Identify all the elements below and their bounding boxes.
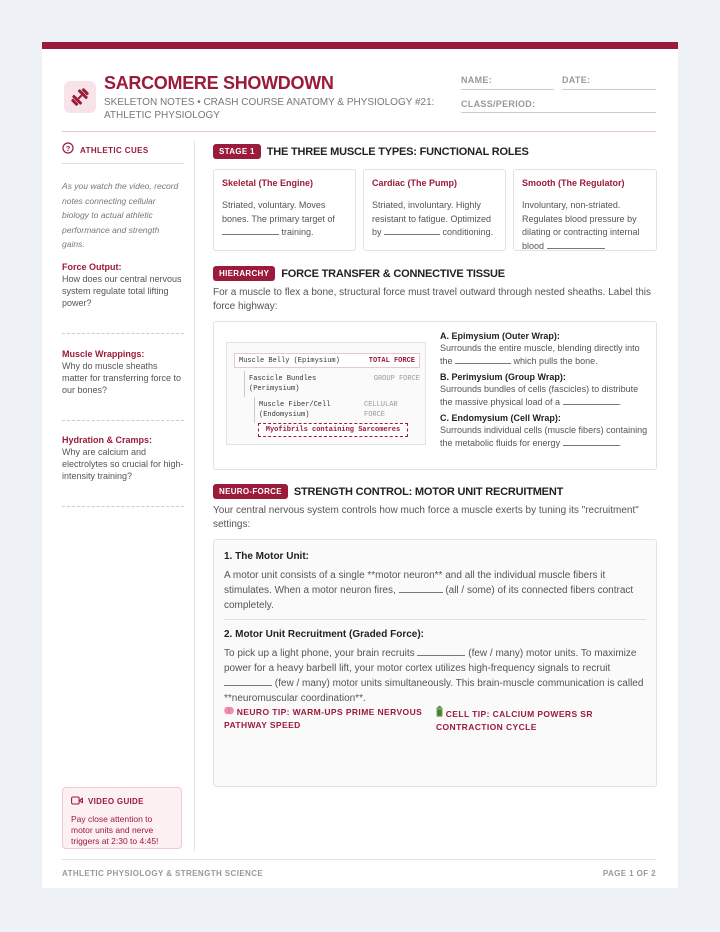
sidebar: [62, 141, 184, 164]
layer-tag: CELLULAR: [364, 401, 398, 409]
recruitment-text: To pick up a light phone, your brain recruits (few / many) motor units. To maximize power for a heavy barbell lift, your motor cortex utilizes high-frequency signals to recruit (few / many) motor units simultaneously. This brain-muscle communication is called **neuromuscular coordination**.: [224, 648, 644, 704]
brain-icon: [224, 707, 234, 717]
section-intro: For a muscle to flex a bone, structural force must travel outward through nested sheaths. Label this force highway:: [213, 287, 652, 312]
cue-divider: [62, 420, 184, 421]
definition-text: Surrounds individual cells (muscle fibers) containing the metabolic fluids for energy .: [440, 425, 648, 448]
definition-title: A. Epimysium (Outer Wrap):: [440, 331, 560, 341]
card-text: Striated, voluntary. Moves bones. The primary target of training.: [222, 200, 335, 237]
stage1-badge: STAGE 1: [213, 144, 261, 159]
name-field[interactable]: [461, 89, 554, 90]
layer-label: Myofibrils containing Sarcomeres: [265, 426, 401, 434]
fascicle-layer: [244, 371, 420, 397]
section-stage1-header: [213, 144, 529, 159]
fill-blank[interactable]: [563, 397, 619, 405]
nested-sheath-diagram: [226, 342, 426, 445]
video-guide-text: Pay close attention to motor units and nerve triggers at 2:30 to 4:45!: [71, 814, 159, 846]
layer-tag: FORCE: [364, 411, 386, 419]
definition-text: Surrounds bundles of cells (fascicles) to distribute the massive physical load of a .: [440, 384, 639, 407]
myofibril-layer: [258, 423, 408, 437]
class-field[interactable]: [461, 112, 656, 113]
motor-unit-title: 1. The Motor Unit:: [224, 551, 309, 562]
layer-label: (Perimysium): [249, 385, 300, 393]
column-divider: [194, 141, 195, 851]
fill-blank[interactable]: [455, 356, 511, 364]
layer-tag: TOTAL FORCE: [368, 356, 415, 365]
video-camera-icon: [71, 796, 83, 807]
name-label: NAME:: [461, 75, 492, 85]
cell-tip: CELL TIP: CALCIUM POWERS SR CONTRACTION CYCLE: [436, 706, 648, 734]
class-label: CLASS/PERIOD:: [461, 99, 536, 109]
tips-row: [224, 706, 648, 734]
section-intro: Your central nervous system controls how much force a muscle exerts by tuning its "recruitment" settings:: [213, 505, 639, 530]
layer-label: Muscle Belly (Epimysium): [239, 356, 340, 365]
definition-text: Surrounds the entire muscle, blending directly into the which pulls the bone.: [440, 343, 640, 366]
fill-blank[interactable]: [417, 648, 465, 656]
force-highway-panel: [213, 321, 657, 470]
card-text: Striated, involuntary. Highly resistant to fatigue. Optimized by conditioning.: [372, 200, 494, 237]
recruitment-title: 2. Motor Unit Recruitment (Graded Force):: [224, 629, 425, 640]
header-divider: [62, 131, 656, 132]
fill-blank[interactable]: [224, 678, 272, 686]
cue-divider: [62, 333, 184, 334]
question-circle-icon: [62, 141, 74, 159]
cue-title: Muscle Wrappings:: [62, 349, 145, 359]
section-neuro-header: [213, 484, 563, 499]
svg-text:?: ?: [65, 143, 71, 153]
dumbbell-icon: [64, 81, 96, 113]
sidebar-divider: [62, 163, 184, 164]
neuro-force-badge: NEURO-FORCE: [213, 484, 288, 499]
sidebar-intro: As you watch the video, record notes connecting cellular biology to actual athletic performance and strength gains.: [62, 181, 179, 249]
cue-divider: [62, 506, 184, 507]
cue-muscle-wrappings: [62, 348, 184, 396]
panel-divider: [224, 619, 646, 620]
card-title: Cardiac (The Pump): [372, 178, 458, 188]
fill-blank[interactable]: [563, 438, 619, 446]
card-title: Skeletal (The Engine): [222, 178, 314, 188]
section-title: STRENGTH CONTROL: MOTOR UNIT RECRUITMENT: [293, 485, 564, 498]
section-title: THE THREE MUSCLE TYPES: FUNCTIONAL ROLES: [266, 145, 529, 158]
motor-unit-panel: [213, 539, 657, 787]
page-number: PAGE 1 OF 2: [602, 869, 656, 878]
fill-blank[interactable]: [222, 227, 279, 235]
definition-title: B. Perimysium (Group Wrap):: [440, 372, 566, 382]
layer-label: Muscle Fiber/Cell: [259, 401, 331, 409]
video-guide-callout: [62, 787, 182, 849]
neuro-tip: NEURO TIP: WARM-UPS PRIME NERVOUS PATHWAY SPEED: [224, 707, 423, 730]
sidebar-heading: ATHLETIC CUES: [80, 145, 149, 155]
layer-tag: GROUP FORCE: [373, 375, 420, 383]
page-title: SARCOMERE SHOWDOWN: [104, 73, 334, 93]
muscle-belly-layer: [234, 353, 420, 368]
cue-title: Hydration & Cramps:: [62, 435, 153, 445]
fill-blank[interactable]: [384, 227, 440, 235]
layer-label: (Endomysium): [259, 411, 310, 419]
section-title: FORCE TRANSFER & CONNECTIVE TISSUE: [281, 267, 505, 280]
cue-text: How does our central nervous system regulate total lifting power?: [62, 274, 182, 308]
card-cardiac: [363, 169, 506, 251]
section-hierarchy-header: [213, 266, 505, 281]
date-field[interactable]: [562, 89, 656, 90]
footer-divider: [62, 859, 656, 860]
card-title: Smooth (The Regulator): [522, 178, 625, 188]
cue-title: Force Output:: [62, 262, 122, 272]
footer-left: ATHLETIC PHYSIOLOGY & STRENGTH SCIENCE: [62, 869, 264, 878]
cue-text: Why do muscle sheaths matter for transferring force to our bones?: [62, 361, 182, 395]
fill-blank[interactable]: [547, 241, 605, 249]
battery-icon: [436, 709, 443, 719]
motor-unit-text: A motor unit consists of a single **motor neuron** and all the individual muscle fibers it stimulates. When a motor neuron fires, (all / some) of its connected fibers contract completely.: [224, 570, 634, 611]
card-skeletal: [213, 169, 356, 251]
video-guide-title: VIDEO GUIDE: [88, 797, 144, 806]
cue-hydration: [62, 434, 184, 482]
definition-title: C. Endomysium (Cell Wrap):: [440, 413, 561, 423]
fill-blank[interactable]: [399, 585, 443, 593]
date-label: DATE:: [562, 75, 591, 85]
card-smooth: [513, 169, 657, 251]
cue-force-output: [62, 261, 184, 309]
layer-label: Fascicle Bundles: [249, 375, 317, 383]
card-text: Involuntary, non-striated. Regulates blood pressure by dilating or contracting internal blood: [522, 200, 640, 251]
hierarchy-badge: HIERARCHY: [213, 266, 275, 281]
page-subtitle: SKELETON NOTES • CRASH COURSE ANATOMY & PHYSIOLOGY #21: ATHLETIC PHYSIOLOGY: [104, 97, 435, 121]
cue-text: Why are calcium and electrolytes so crucial for high-intensity training?: [62, 447, 184, 481]
fiber-layer: [254, 397, 420, 423]
worksheet-page: [42, 42, 678, 888]
sheath-definitions: [440, 330, 650, 453]
